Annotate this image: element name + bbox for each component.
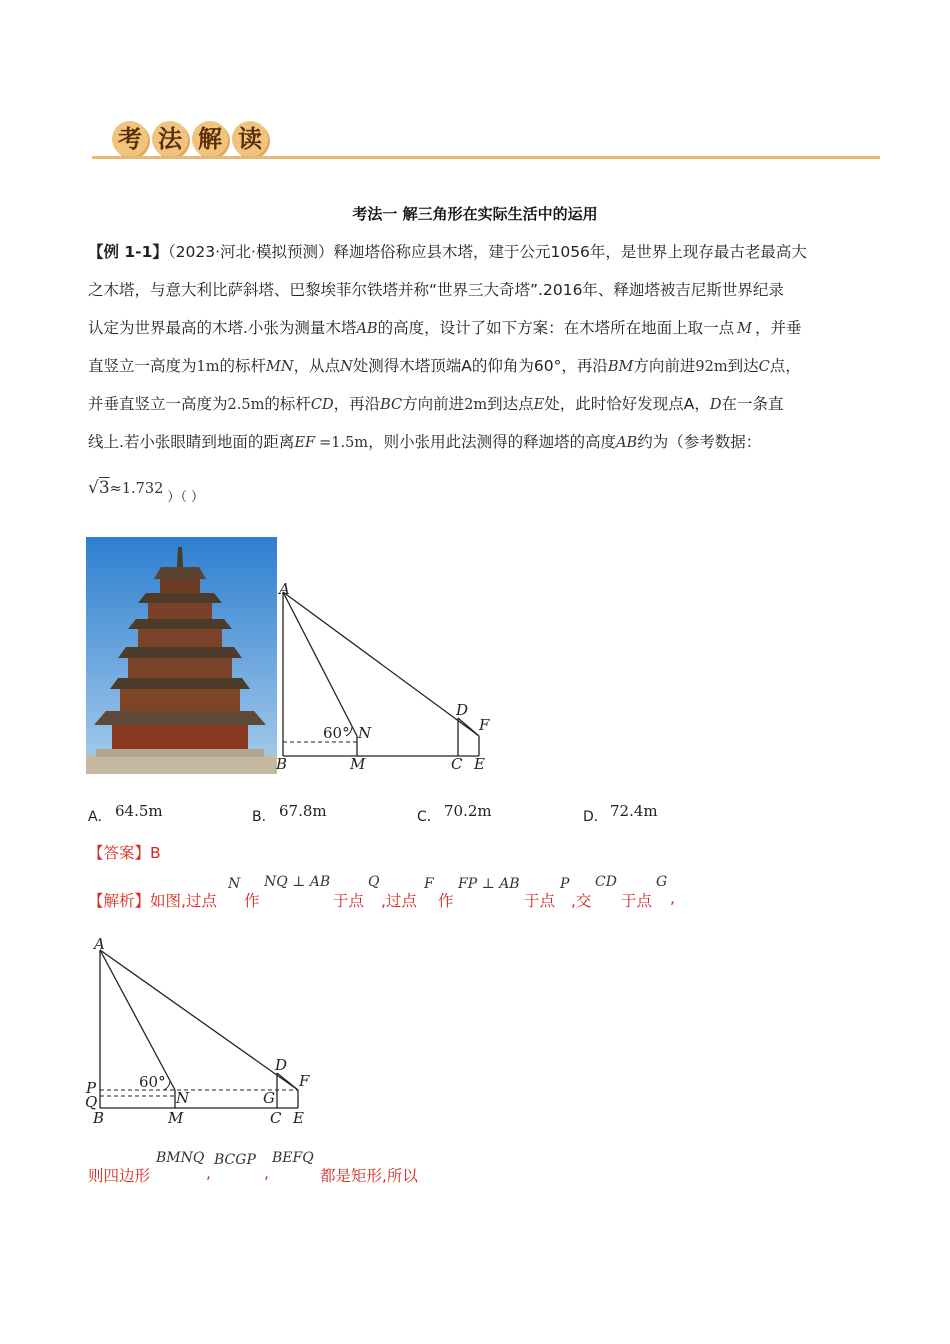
label-B: B	[93, 1109, 105, 1127]
example-line-6: 线上.若小张眼睛到地面的距离EF =1.5m，则小张用此法测得的释迦塔的高度AB约为（参考数据：	[88, 433, 762, 451]
option-a-value: 64.5m	[115, 802, 163, 820]
example-line-3: 认定为世界最高的木塔.小张为测量木塔AB的高度，设计了如下方案：在木塔所在地面上取一点 M ，并垂	[88, 319, 802, 337]
option-c-letter: C．	[417, 809, 441, 825]
option-d-letter: D．	[583, 809, 608, 825]
label-E: E	[293, 1109, 304, 1127]
figure-2-diagram	[82, 933, 322, 1133]
angle-label: 60°	[323, 724, 350, 742]
label-A: A	[279, 580, 290, 598]
option-d-value: 72.4m	[610, 802, 658, 820]
label-F: F	[479, 716, 490, 734]
example-line-4: 直竖立一高度为1m的标杆MN，从点N处测得木塔顶端A的仰角为60°，再沿BM方向前进92m到达C点，	[88, 357, 801, 375]
example-tag: 【例 1-1】	[88, 243, 168, 261]
example-line-2: 之木塔，与意大利比萨斜塔、巴黎埃菲尔铁塔并称“世界三大奇塔”.2016年、释迦塔被吉尼斯世界纪录	[88, 281, 784, 299]
banner-char: 解	[192, 121, 228, 157]
section-title: 考法一 解三角形在实际生活中的运用	[352, 205, 598, 223]
banner-char: 考	[112, 121, 148, 157]
angle-label: 60°	[139, 1073, 166, 1091]
label-N: N	[358, 724, 372, 742]
figure-1-diagram	[270, 578, 500, 778]
banner-char: 读	[232, 121, 268, 157]
label-N: N	[176, 1089, 190, 1107]
label-C: C	[451, 755, 463, 773]
example-line-5: 并垂直竖立一高度为2.5m的标杆CD，再沿BC方向前进2m到达点E处，此时恰好发现点A，D在一条直	[88, 395, 784, 413]
banner-divider	[92, 156, 880, 159]
answer: 【答案】B	[88, 844, 161, 862]
option-a-letter: A．	[88, 809, 112, 825]
option-b-value: 67.8m	[279, 802, 327, 820]
banner-char: 法	[152, 121, 188, 157]
label-C: C	[270, 1109, 282, 1127]
pagoda-photo	[86, 537, 277, 774]
label-D: D	[456, 701, 469, 719]
label-M: M	[168, 1109, 184, 1127]
label-M: M	[350, 755, 366, 773]
label-A: A	[94, 935, 105, 953]
label-G: G	[263, 1089, 275, 1107]
label-D: D	[275, 1056, 288, 1074]
label-P: P	[86, 1079, 97, 1097]
label-Q: Q	[85, 1093, 98, 1111]
label-F: F	[299, 1072, 310, 1090]
label-B: B	[276, 755, 288, 773]
option-c-value: 70.2m	[444, 802, 492, 820]
option-b-letter: B．	[252, 809, 276, 825]
example-line-1: 【例 1-1】（2023·河北·模拟预测）释迦塔俗称应县木塔，建于公元1056年，是世界上现存最古老最高大	[88, 243, 807, 261]
reference-data: $√3\approx 1.732_{)( )}$	[88, 478, 204, 505]
label-E: E	[474, 755, 485, 773]
